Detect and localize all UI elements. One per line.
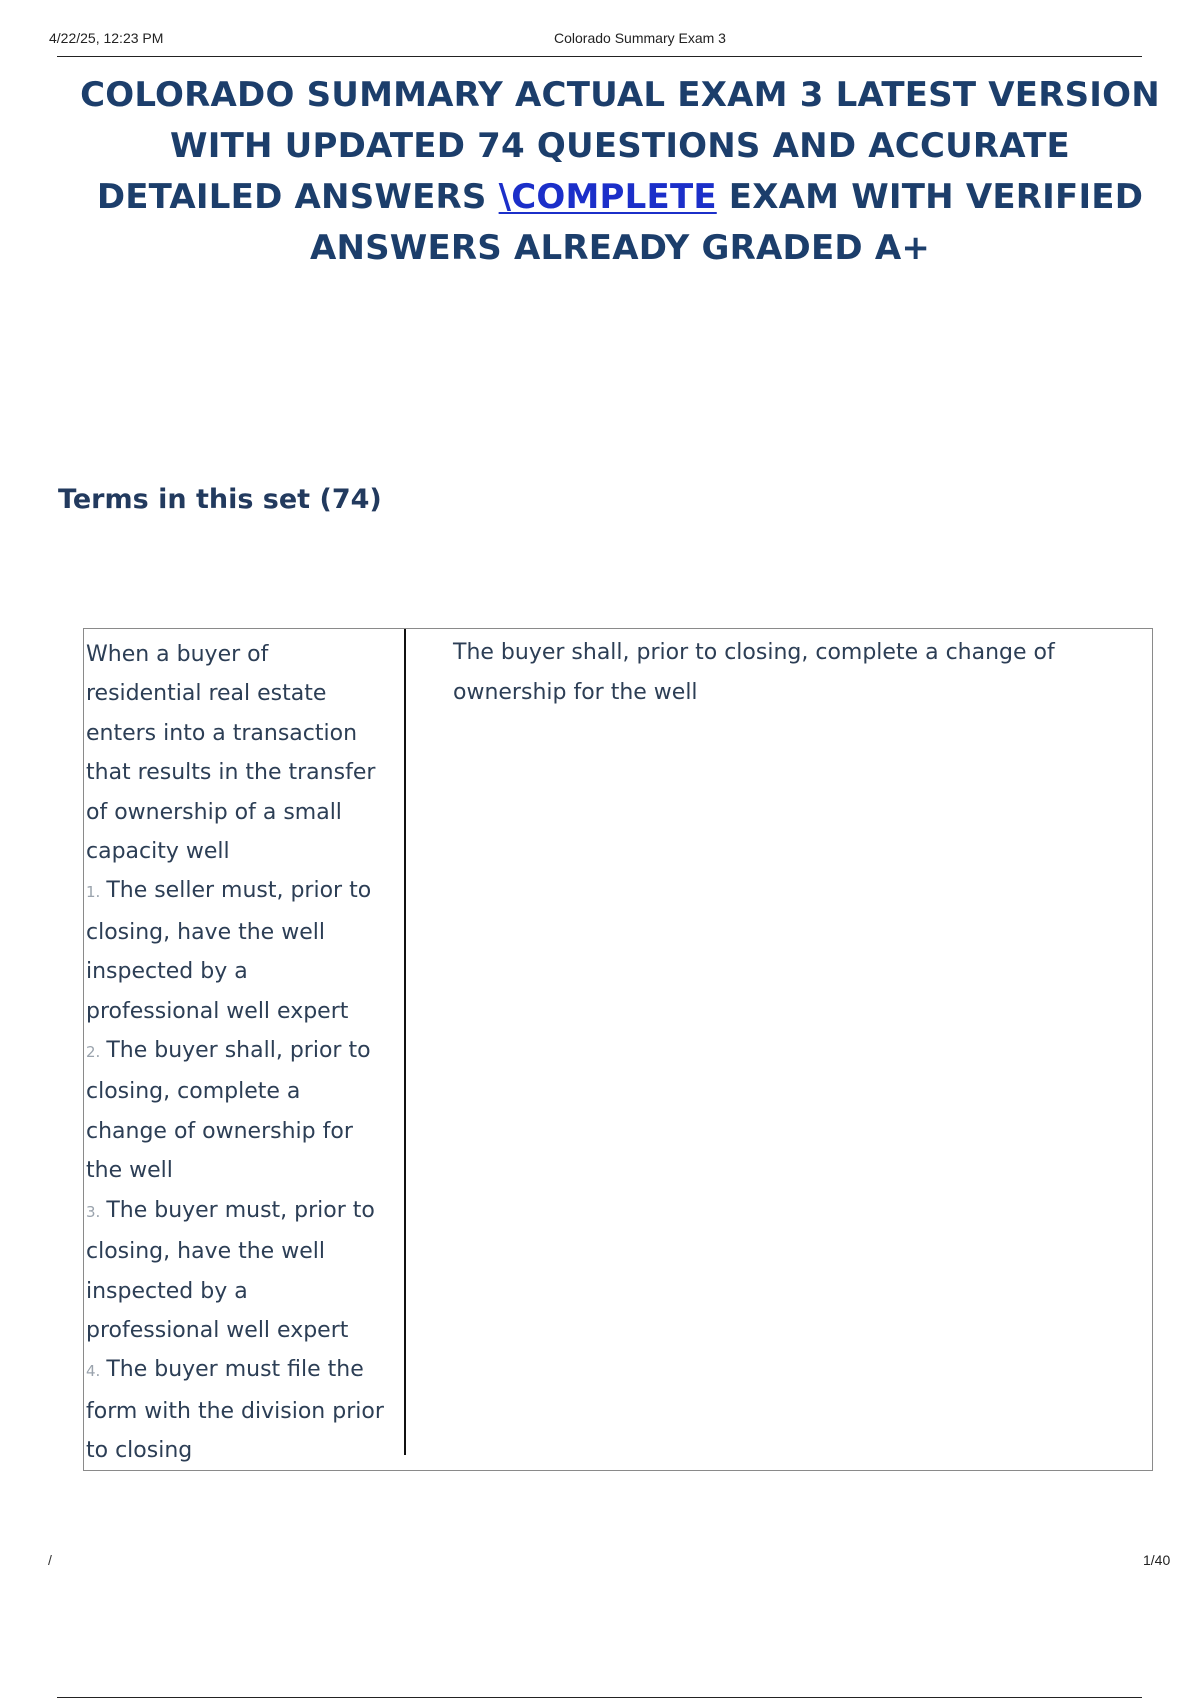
title-line-4: ANSWERS ALREADY GRADED A+	[309, 228, 931, 268]
flashcard	[83, 628, 1153, 1471]
option-number: 1.	[86, 883, 101, 902]
term-option	[86, 1350, 386, 1470]
term-option	[86, 871, 386, 1031]
term-option	[86, 1191, 386, 1351]
title-line-1: COLORADO SUMMARY ACTUAL EXAM 3 LATEST VERSION	[80, 75, 1160, 115]
option-text: The buyer must file the form with the division prior to closing	[86, 1357, 384, 1464]
print-date: 4/22/25, 12:23 PM	[49, 30, 164, 46]
title-line-2: WITH UPDATED 74 QUESTIONS AND ACCURATE	[170, 126, 1070, 166]
title-line-3	[30, 172, 1200, 223]
term-side	[86, 635, 386, 1471]
option-text: The buyer shall, prior to closing, complete a change of ownership for the well	[86, 1038, 371, 1184]
card-divider	[404, 629, 406, 1455]
title-line-3-end: EXAM WITH VERIFIED	[716, 177, 1144, 217]
option-number: 2.	[86, 1043, 101, 1062]
term-option	[86, 1031, 386, 1191]
option-number: 3.	[86, 1202, 101, 1221]
option-number: 4.	[86, 1362, 101, 1381]
term-question: When a buyer of residential real estate enters into a transaction that results in the transfer of ownership of a small capacity well	[86, 642, 376, 865]
page-number: 1/40	[1143, 1552, 1171, 1568]
complete-link[interactable]: \COMPLETE	[498, 177, 717, 217]
option-text: The buyer must, prior to closing, have the well inspected by a professional well expert	[86, 1197, 375, 1343]
header-rule	[57, 56, 1142, 57]
print-doc-name: Colorado Summary Exam 3	[554, 30, 726, 46]
title-line-3-start: DETAILED ANSWERS	[96, 177, 499, 217]
definition-side: The buyer shall, prior to closing, complete a change of ownership for the well	[453, 640, 1055, 705]
footer-rule	[57, 1697, 1142, 1698]
page-header	[0, 26, 1200, 50]
set-heading: Terms in this set (74)	[58, 484, 382, 515]
document-title	[30, 70, 1200, 274]
option-text: The seller must, prior to closing, have the well inspected by a professional well expert	[86, 878, 372, 1024]
footer-url: /	[48, 1552, 52, 1568]
